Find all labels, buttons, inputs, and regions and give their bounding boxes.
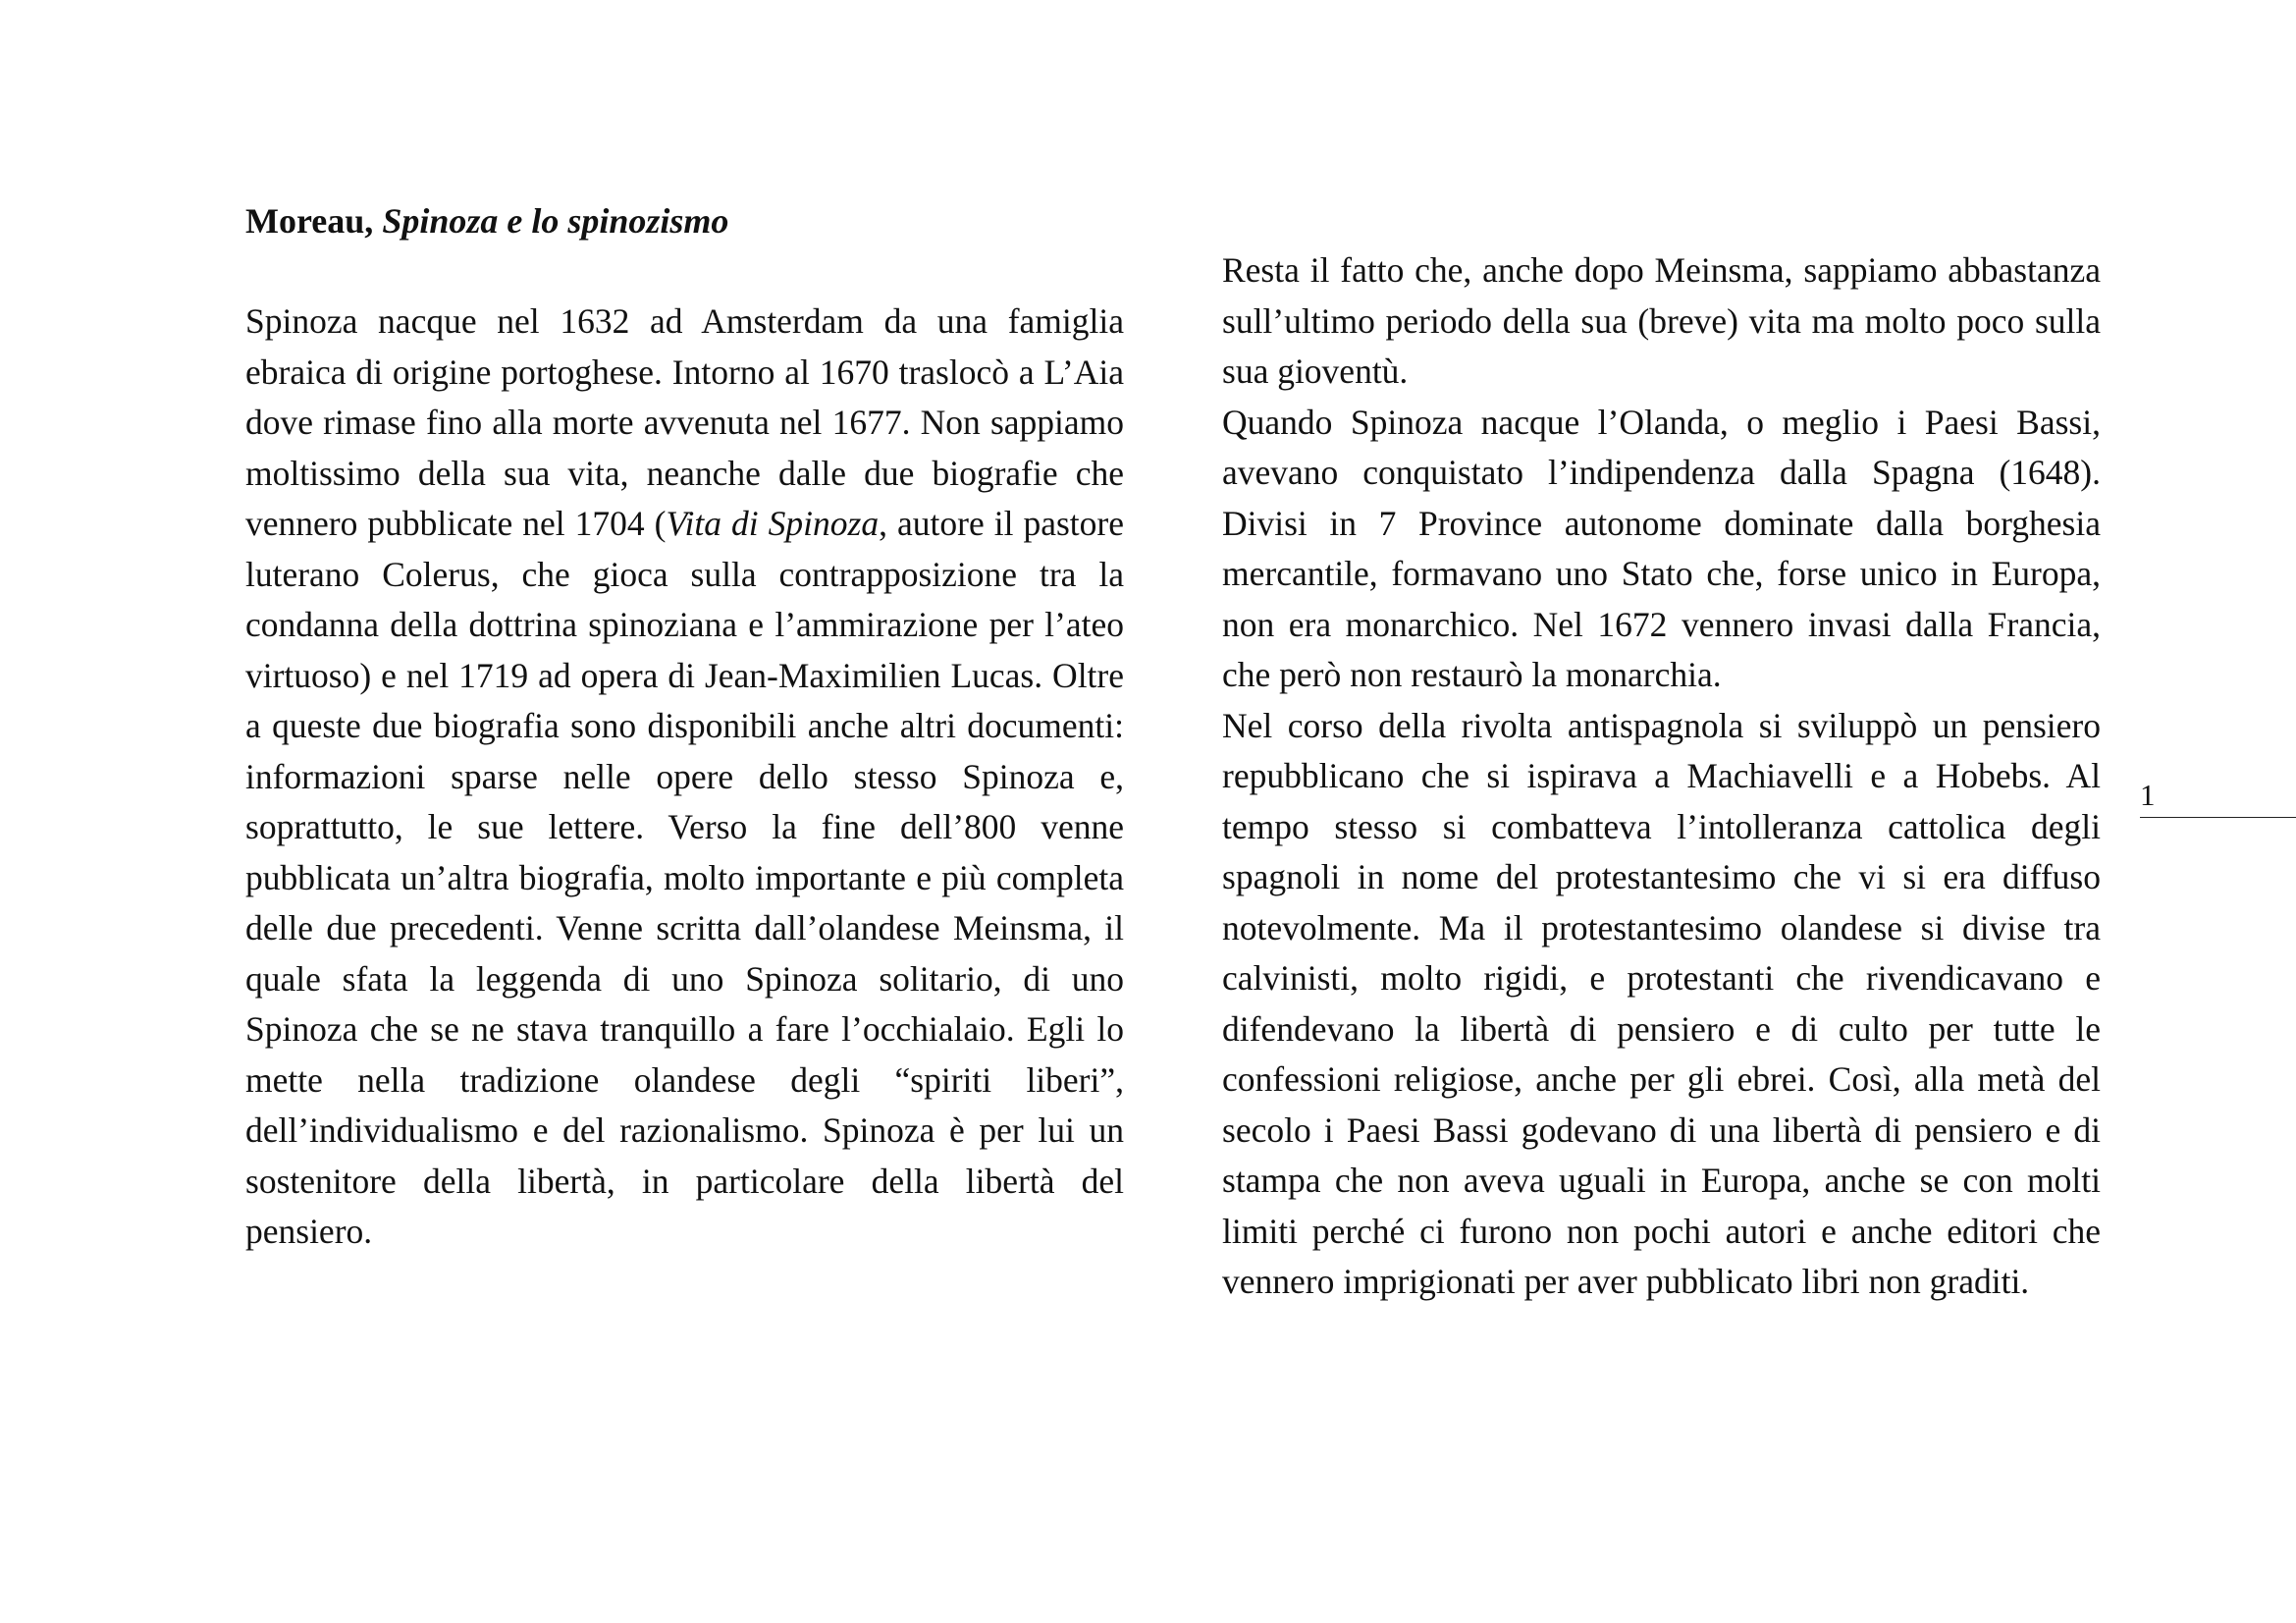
left-paragraph-1 xyxy=(245,297,1124,1258)
margin-rule xyxy=(2140,817,2296,818)
title-author: Moreau, xyxy=(245,201,374,241)
page-number: 1 xyxy=(2140,778,2156,812)
right-paragraph-3: Nel corso della rivolta antispagnola si sviluppò un pensiero repubblicano che si ispirava a Machiavelli e a Hobebs. Al tempo stesso si combatteva l’intolleranza cattolica degli spagnoli in nome del protestantesimo che vi si era diffuso notevolmente. Ma il protestantesimo olandese si divise tra calvinisti, molto rigidi, e protestanti che rivendicavano e difendevano la libertà di pensiero e di culto per tutte le confessioni religiose, anche per gli ebrei. Così, alla metà del secolo i Paesi Bassi godevano di una libertà di pensiero e di stampa che non aveva uguali in Europa, anche se con molti limiti perché ci furono non pochi autori e anche editori che vennero imprigionati per aver pubblicato libri non graditi. xyxy=(1222,705,2101,1301)
left-paragraph-1-text-b: , autore il pastore luterano Colerus, che gioca sulla contrapposizione tra la condanna della dottrina spinoziana e l’ammirazione per l’ateo virtuoso) e nel 1719 ad opera di Jean-Maximilien Lucas. Oltre a queste due biografia sono disponibili anche altri documenti: informazioni sparse nelle opere dello stesso Spinoza e, soprattutto, le sue lettere. Verso la fine dell’800 venne pubblicata un’altra biografia, molto importante e più completa delle due precedenti. Venne scritta dall’olandese Meinsma, il quale sfata la leggenda di uno Spinoza solitario, di uno Spinoza che se ne stava tranquillo a fare l’occhialaio. Egli lo mette nella tradizione olandese degli “spiriti liberi”, dell’individualismo e del razionalismo. Spinoza è per lui un sostenitore della libertà, in particolare della libertà del pensiero. xyxy=(245,504,1124,1251)
left-paragraph-1-text-a: Spinoza nacque nel 1632 ad Amsterdam da una famiglia ebraica di origine portoghese. Intorno al 1670 traslocò a L’Aia dove rimase fino alla morte avvenuta nel 1677. Non sappiamo moltissimo della sua vita, neanche dalle due biografie che vennero pubblicate nel 1704 ( xyxy=(245,301,1124,543)
title-work: Spinoza e lo spinozismo xyxy=(382,201,729,241)
right-column xyxy=(1222,245,2101,1308)
page-title xyxy=(245,196,728,246)
right-paragraph-1: Resta il fatto che, anche dopo Meinsma, sappiamo abbastanza sull’ultimo periodo della sua (breve) vita ma molto poco sulla sua gioventù. xyxy=(1222,250,2101,391)
right-paragraph-2: Quando Spinoza nacque l’Olanda, o meglio i Paesi Bassi, avevano conquistato l’indipendenza dalla Spagna (1648). Divisi in 7 Province autonome dominate dalla borghesia mercantile, formavano uno Stato che, forse unico in Europa, non era monarchico. Nel 1672 vennero invasi dalla Francia, che però non restaurò la monarchia. xyxy=(1222,402,2101,694)
left-column xyxy=(245,297,1124,1258)
left-paragraph-1-italic: Vita di Spinoza xyxy=(666,504,880,543)
